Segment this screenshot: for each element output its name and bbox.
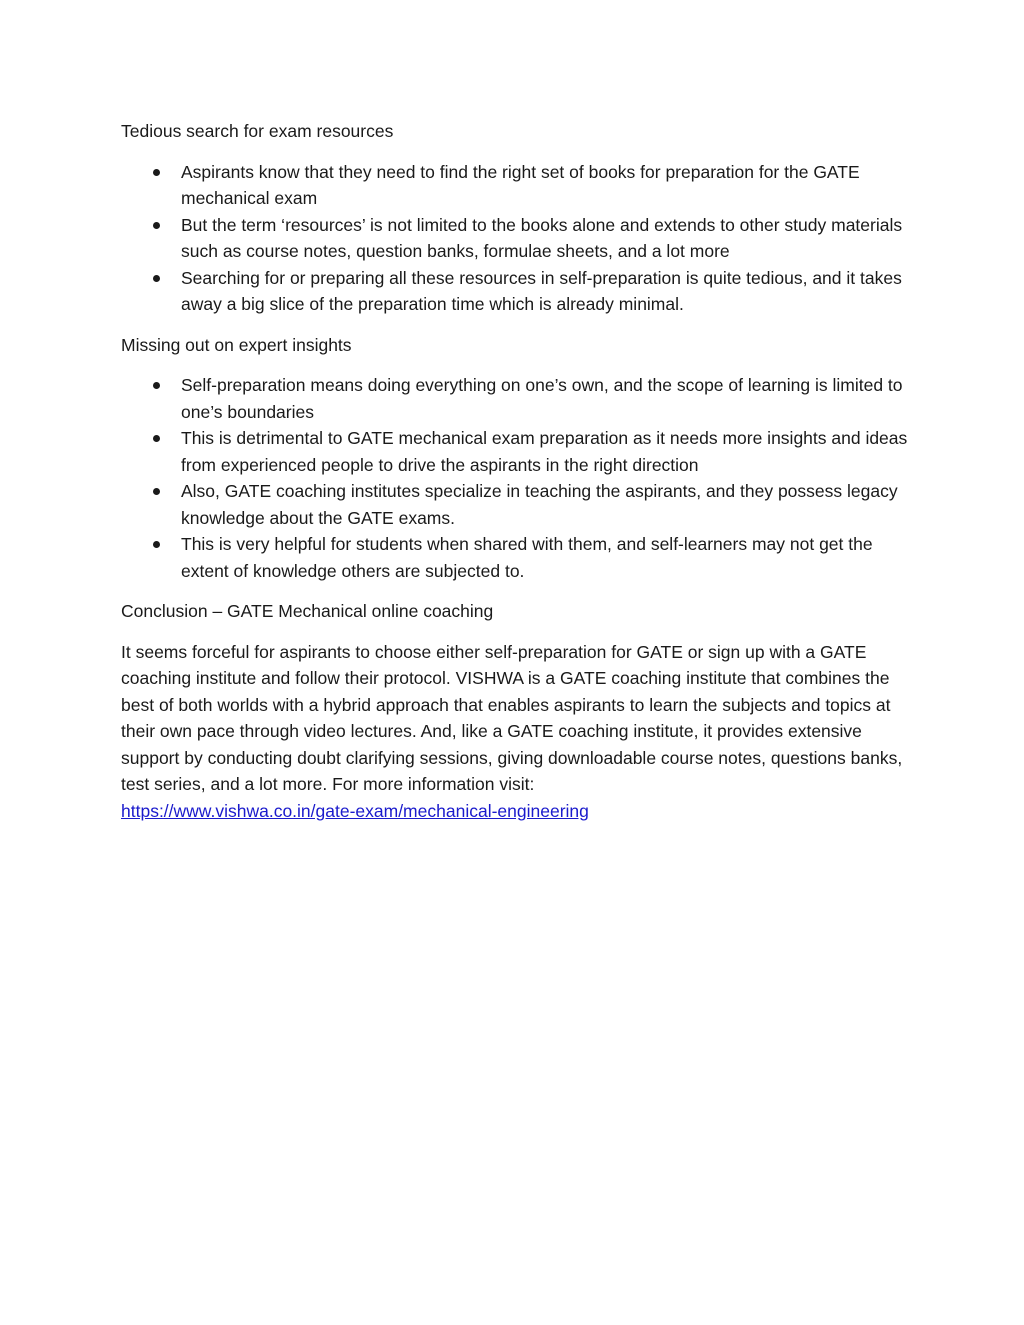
list-item bbox=[121, 531, 911, 584]
section-heading-resources: Tedious search for exam resources bbox=[121, 121, 394, 141]
conclusion-text: It seems forceful for aspirants to choose either self-preparation for GATE or sign up with a GATE coaching institute and follow their protocol. VISHWA is a GATE coaching institute that combines the best of both worlds with a hybrid approach that enables aspirants to learn the subjects and topics at their own pace through video lectures. And, like a GATE coaching institute, it provides extensive support by conducting doubt clarifying sessions, giving downloadable course notes, questions banks, test series, and a lot more. For more information visit: bbox=[121, 641, 903, 794]
list-item-text: This is detrimental to GATE mechanical exam preparation as it needs more insights and ideas from experienced people to drive the aspirants in the right direction bbox=[181, 428, 908, 475]
conclusion-heading: Conclusion – GATE Mechanical online coaching bbox=[121, 601, 494, 621]
bullet-icon bbox=[153, 275, 160, 282]
bullet-icon bbox=[153, 488, 160, 495]
conclusion-paragraph bbox=[121, 639, 911, 825]
list-item-text: Also, GATE coaching institutes specialize in teaching the aspirants, and they possess legacy knowledge about the GATE exams. bbox=[181, 481, 898, 528]
bullet-icon bbox=[153, 382, 160, 389]
bullet-icon bbox=[153, 435, 160, 442]
list-item-text: Self-preparation means doing everything on one’s own, and the scope of learning is limited to one’s boundaries bbox=[181, 375, 903, 422]
list-item bbox=[121, 425, 911, 478]
list-item-text: But the term ‘resources’ is not limited to the books alone and extends to other study materials such as course notes, question banks, formulae sheets, and a lot more bbox=[181, 214, 903, 261]
bullet-icon bbox=[153, 169, 160, 176]
vishwa-link[interactable]: https://www.vishwa.co.in/gate-exam/mechanical-engineering bbox=[121, 800, 589, 821]
section-heading-insights: Missing out on expert insights bbox=[121, 334, 352, 355]
list-item-text: Aspirants know that they need to find the right set of books for preparation for the GATE mechanical exam bbox=[181, 161, 860, 208]
list-item bbox=[121, 212, 911, 265]
list-item bbox=[121, 478, 911, 531]
bullet-icon bbox=[153, 541, 160, 548]
list-item-text: Searching for or preparing all these resources in self-preparation is quite tedious, and it takes away a big slice of the preparation time which is already minimal. bbox=[181, 267, 902, 314]
bullet-list-insights bbox=[121, 372, 911, 584]
list-item-text: This is very helpful for students when shared with them, and self-learners may not get the extent of knowledge others are subjected to. bbox=[181, 534, 873, 581]
list-item bbox=[121, 159, 911, 212]
document-page bbox=[121, 118, 911, 824]
list-item bbox=[121, 265, 911, 318]
list-item bbox=[121, 372, 911, 425]
bullet-icon bbox=[153, 222, 160, 229]
bullet-list-resources bbox=[121, 159, 911, 318]
